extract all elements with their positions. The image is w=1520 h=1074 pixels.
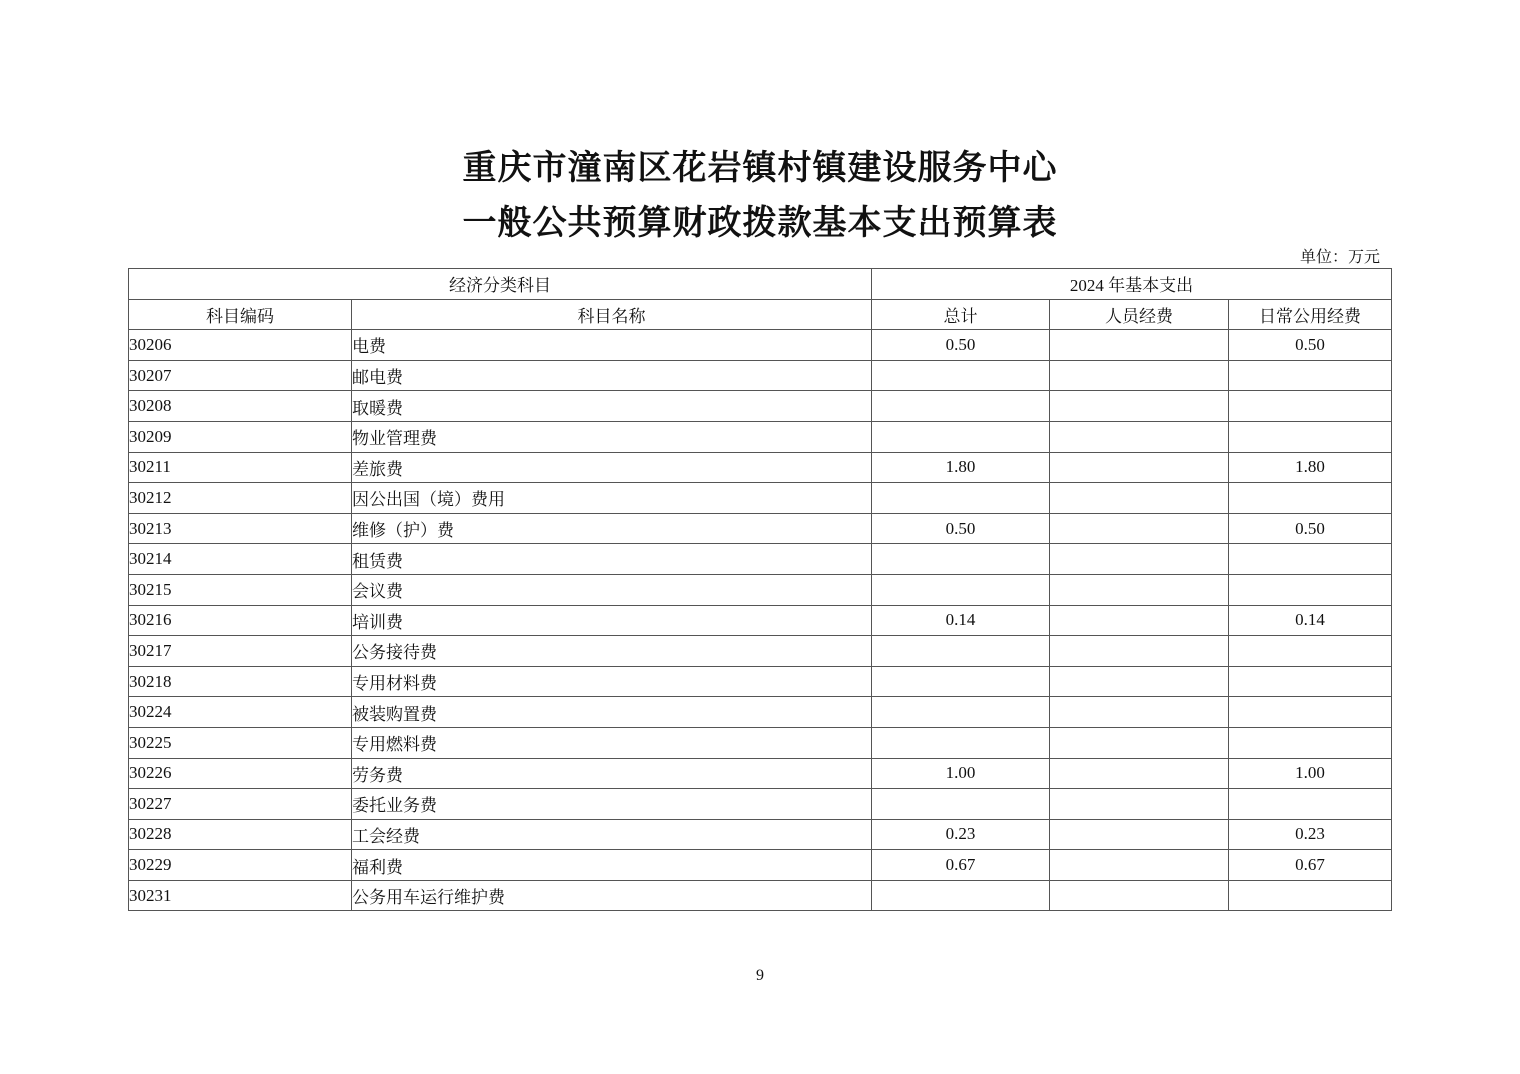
row-name: 邮电费: [352, 360, 872, 391]
row-code: 30228: [129, 819, 352, 850]
row-public: [1229, 789, 1392, 820]
page-number: 9: [756, 967, 764, 984]
row-code: 30224: [129, 697, 352, 728]
budget-table: [128, 268, 1392, 911]
table-row: [129, 697, 1392, 728]
row-total: 0.23: [872, 819, 1050, 850]
page-title-line1: 重庆市潼南区花岩镇村镇建设服务中心: [462, 148, 1058, 188]
row-public: [1229, 574, 1392, 605]
row-public: 0.23: [1229, 819, 1392, 850]
row-code: 30214: [129, 544, 352, 575]
row-public: [1229, 391, 1392, 422]
row-public: 0.50: [1229, 513, 1392, 544]
row-public: [1229, 880, 1392, 911]
table-group-header-row: [129, 269, 1392, 300]
row-personnel: [1050, 789, 1229, 820]
row-personnel: [1050, 758, 1229, 789]
row-public: [1229, 666, 1392, 697]
table-row: [129, 727, 1392, 758]
row-personnel: [1050, 452, 1229, 483]
header-name: 科目名称: [352, 299, 872, 330]
table-row: [129, 666, 1392, 697]
row-name: 公务接待费: [352, 636, 872, 667]
row-code: 30215: [129, 574, 352, 605]
row-public: [1229, 483, 1392, 514]
row-total: [872, 666, 1050, 697]
row-total: 0.50: [872, 330, 1050, 361]
row-total: [872, 789, 1050, 820]
row-personnel: [1050, 421, 1229, 452]
row-public: 0.67: [1229, 850, 1392, 881]
row-name: 电费: [352, 330, 872, 361]
row-personnel: [1050, 574, 1229, 605]
row-name: 专用材料费: [352, 666, 872, 697]
row-public: [1229, 727, 1392, 758]
unit-label: 单位：万元: [1299, 247, 1380, 266]
header-economic-category: 经济分类科目: [129, 269, 872, 300]
row-personnel: [1050, 666, 1229, 697]
row-name: 培训费: [352, 605, 872, 636]
table-row: [129, 544, 1392, 575]
row-personnel: [1050, 880, 1229, 911]
row-total: [872, 636, 1050, 667]
row-code: 30213: [129, 513, 352, 544]
table-column-header-row: [129, 299, 1392, 330]
table-row: [129, 360, 1392, 391]
table-row: [129, 880, 1392, 911]
table-row: [129, 391, 1392, 422]
table-row: [129, 605, 1392, 636]
row-public: [1229, 421, 1392, 452]
row-name: 劳务费: [352, 758, 872, 789]
row-name: 物业管理费: [352, 421, 872, 452]
row-total: [872, 483, 1050, 514]
row-total: [872, 727, 1050, 758]
row-name: 取暖费: [352, 391, 872, 422]
table-row: [129, 574, 1392, 605]
row-code: 30208: [129, 391, 352, 422]
row-code: 30226: [129, 758, 352, 789]
row-public: 0.50: [1229, 330, 1392, 361]
row-total: [872, 421, 1050, 452]
row-total: 1.00: [872, 758, 1050, 789]
table-row: [129, 421, 1392, 452]
row-personnel: [1050, 605, 1229, 636]
row-code: 30216: [129, 605, 352, 636]
row-public: 1.80: [1229, 452, 1392, 483]
table-row: [129, 850, 1392, 881]
row-total: [872, 544, 1050, 575]
row-name: 被装购置费: [352, 697, 872, 728]
row-personnel: [1050, 636, 1229, 667]
row-name: 委托业务费: [352, 789, 872, 820]
row-total: [872, 360, 1050, 391]
row-code: 30218: [129, 666, 352, 697]
row-code: 30225: [129, 727, 352, 758]
row-total: 0.14: [872, 605, 1050, 636]
row-total: [872, 697, 1050, 728]
row-name: 工会经费: [352, 819, 872, 850]
table-row: [129, 483, 1392, 514]
table-row: [129, 452, 1392, 483]
row-personnel: [1050, 391, 1229, 422]
row-code: 30209: [129, 421, 352, 452]
row-name: 公务用车运行维护费: [352, 880, 872, 911]
row-code: 30227: [129, 789, 352, 820]
row-public: 1.00: [1229, 758, 1392, 789]
row-name: 因公出国（境）费用: [352, 483, 872, 514]
header-public: 日常公用经费: [1229, 299, 1392, 330]
header-code: 科目编码: [129, 299, 352, 330]
row-personnel: [1050, 360, 1229, 391]
row-personnel: [1050, 819, 1229, 850]
table-row: [129, 789, 1392, 820]
header-personnel: 人员经费: [1050, 299, 1229, 330]
row-name: 差旅费: [352, 452, 872, 483]
row-public: 0.14: [1229, 605, 1392, 636]
row-code: 30206: [129, 330, 352, 361]
row-name: 维修（护）费: [352, 513, 872, 544]
row-total: [872, 880, 1050, 911]
row-code: 30231: [129, 880, 352, 911]
row-name: 福利费: [352, 850, 872, 881]
row-personnel: [1050, 850, 1229, 881]
row-code: 30211: [129, 452, 352, 483]
row-total: 0.67: [872, 850, 1050, 881]
header-total: 总计: [872, 299, 1050, 330]
row-code: 30212: [129, 483, 352, 514]
row-public: [1229, 544, 1392, 575]
table-row: [129, 636, 1392, 667]
table-row: [129, 330, 1392, 361]
row-total: [872, 391, 1050, 422]
row-personnel: [1050, 697, 1229, 728]
row-code: 30229: [129, 850, 352, 881]
table-row: [129, 513, 1392, 544]
row-name: 会议费: [352, 574, 872, 605]
page-title-line2: 一般公共预算财政拨款基本支出预算表: [462, 203, 1058, 243]
row-public: [1229, 697, 1392, 728]
table-row: [129, 819, 1392, 850]
row-name: 专用燃料费: [352, 727, 872, 758]
row-personnel: [1050, 483, 1229, 514]
row-personnel: [1050, 513, 1229, 544]
row-name: 租赁费: [352, 544, 872, 575]
row-personnel: [1050, 727, 1229, 758]
row-personnel: [1050, 544, 1229, 575]
row-total: 0.50: [872, 513, 1050, 544]
row-total: [872, 574, 1050, 605]
row-code: 30217: [129, 636, 352, 667]
table-body: [129, 330, 1392, 911]
header-basic-expenditure: 2024 年基本支出: [872, 269, 1392, 300]
row-public: [1229, 360, 1392, 391]
row-personnel: [1050, 330, 1229, 361]
row-public: [1229, 636, 1392, 667]
table-row: [129, 758, 1392, 789]
row-total: 1.80: [872, 452, 1050, 483]
row-code: 30207: [129, 360, 352, 391]
